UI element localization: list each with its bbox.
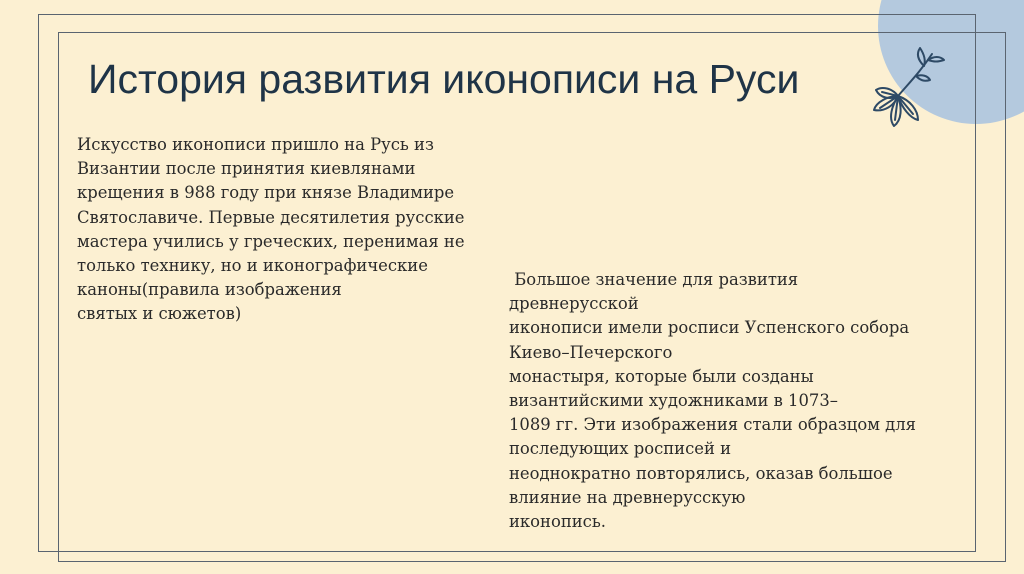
right-paragraph-line: 1089 гг. Эти изображения стали образцом для xyxy=(509,415,917,435)
right-paragraph-line: византийскими художниками в 1073– xyxy=(509,391,838,411)
right-paragraph-line: Киево–Печерского xyxy=(509,342,673,362)
right-paragraph xyxy=(509,268,916,534)
left-paragraph-line: Византии после принятия киевлянами xyxy=(77,159,416,179)
right-paragraph-line: последующих росписей и xyxy=(509,439,732,459)
left-paragraph-line: святых и сюжетов) xyxy=(77,304,242,324)
left-paragraph-line: Искусство иконописи пришло на Русь из xyxy=(77,135,434,154)
right-paragraph-line: древнерусской xyxy=(509,294,639,314)
left-paragraph-line: каноны(правила изображения xyxy=(77,280,342,300)
right-paragraph-line: влияние на древнерусскую xyxy=(509,487,746,507)
left-paragraph-line: Святославиче. Первые десятилетия русские xyxy=(77,207,465,227)
right-paragraph-line: неоднократно повторялись, оказав большое xyxy=(509,463,893,483)
right-paragraph-line: иконопись. xyxy=(509,512,606,532)
left-paragraph-line: только технику, но и иконографические xyxy=(77,256,428,276)
slide-title: История развития иконописи на Руси xyxy=(88,56,800,102)
left-paragraph-line: мастера учились у греческих, перенимая не xyxy=(77,231,465,251)
flower-icon xyxy=(858,38,948,138)
left-paragraph-line: крещения в 988 году при князе Владимире xyxy=(77,183,455,203)
right-paragraph-line: Большое значение для развития xyxy=(509,270,799,289)
left-paragraph xyxy=(77,133,465,327)
right-paragraph-line: монастыря, которые были созданы xyxy=(509,366,814,386)
right-paragraph-line: иконописи имели росписи Успенского собора xyxy=(509,318,910,338)
